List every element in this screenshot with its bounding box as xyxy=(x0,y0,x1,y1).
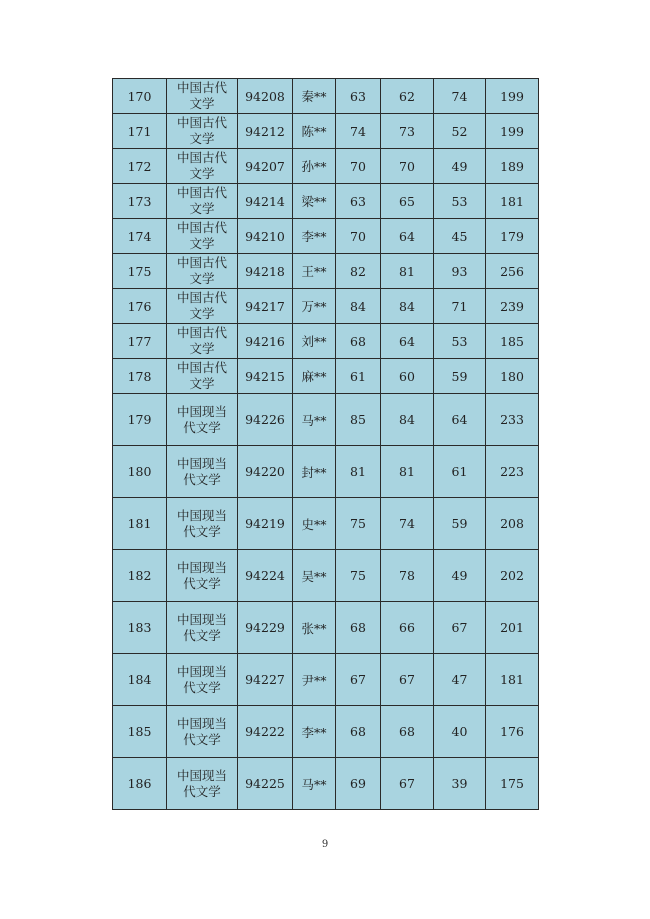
table-row xyxy=(113,184,539,219)
table-row xyxy=(113,324,539,359)
total-cell: 181 xyxy=(486,654,539,706)
major-line-2: 文学 xyxy=(189,96,215,111)
name-cell: 尹** xyxy=(293,654,336,706)
name-cell: 王** xyxy=(293,254,336,289)
major-line-1: 中国现当 xyxy=(176,455,227,471)
table-row xyxy=(113,149,539,184)
major-cell xyxy=(167,394,238,446)
major-cell xyxy=(167,114,238,149)
major-line-1: 中国现当 xyxy=(176,403,227,419)
total-cell: 185 xyxy=(486,324,539,359)
score2-cell: 68 xyxy=(381,706,434,758)
exam-id-cell: 94212 xyxy=(238,114,293,149)
table-row xyxy=(113,289,539,324)
major-line-2: 文学 xyxy=(189,201,215,216)
score1-cell: 82 xyxy=(336,254,381,289)
score1-cell: 68 xyxy=(336,602,381,654)
major-line-2: 文学 xyxy=(189,376,215,391)
major-line-2: 文学 xyxy=(189,166,215,181)
exam-id-cell: 94227 xyxy=(238,654,293,706)
major-line-2: 代文学 xyxy=(183,783,221,799)
major-cell xyxy=(167,79,238,114)
major-line-1: 中国现当 xyxy=(176,767,227,783)
page-number: 9 xyxy=(321,839,329,850)
table-row xyxy=(113,219,539,254)
total-cell: 223 xyxy=(486,446,539,498)
major-line-2: 代文学 xyxy=(183,575,221,591)
score3-cell: 39 xyxy=(434,758,486,810)
score1-cell: 61 xyxy=(336,359,381,394)
score1-cell: 68 xyxy=(336,706,381,758)
total-cell: 208 xyxy=(486,498,539,550)
exam-id-cell: 94215 xyxy=(238,359,293,394)
score2-cell: 65 xyxy=(381,184,434,219)
table-row xyxy=(113,602,539,654)
table-row xyxy=(113,79,539,114)
major-line-1: 中国现当 xyxy=(176,715,227,731)
total-cell: 199 xyxy=(486,79,539,114)
seq-cell: 181 xyxy=(113,498,167,550)
major-line-2: 文学 xyxy=(189,236,215,251)
major-line-1: 中国现当 xyxy=(176,559,227,575)
exam-id-cell: 94218 xyxy=(238,254,293,289)
total-cell: 176 xyxy=(486,706,539,758)
score2-cell: 74 xyxy=(381,498,434,550)
score3-cell: 67 xyxy=(434,602,486,654)
seq-cell: 176 xyxy=(113,289,167,324)
score2-cell: 64 xyxy=(381,219,434,254)
name-cell: 万** xyxy=(293,289,336,324)
major-cell xyxy=(167,550,238,602)
major-line-1: 中国古代 xyxy=(176,80,227,95)
exam-id-cell: 94207 xyxy=(238,149,293,184)
score2-cell: 70 xyxy=(381,149,434,184)
exam-id-cell: 94217 xyxy=(238,289,293,324)
major-cell xyxy=(167,254,238,289)
table-row xyxy=(113,114,539,149)
score1-cell: 81 xyxy=(336,446,381,498)
name-cell: 麻** xyxy=(293,359,336,394)
name-cell: 李** xyxy=(293,219,336,254)
table-row xyxy=(113,254,539,289)
table-row xyxy=(113,498,539,550)
seq-cell: 185 xyxy=(113,706,167,758)
major-line-1: 中国古代 xyxy=(176,185,227,200)
seq-cell: 170 xyxy=(113,79,167,114)
name-cell: 张** xyxy=(293,602,336,654)
exam-id-cell: 94226 xyxy=(238,394,293,446)
seq-cell: 184 xyxy=(113,654,167,706)
score3-cell: 59 xyxy=(434,359,486,394)
score2-cell: 67 xyxy=(381,654,434,706)
score1-cell: 63 xyxy=(336,184,381,219)
score1-cell: 85 xyxy=(336,394,381,446)
score2-cell: 60 xyxy=(381,359,434,394)
score3-cell: 71 xyxy=(434,289,486,324)
total-cell: 201 xyxy=(486,602,539,654)
major-cell xyxy=(167,289,238,324)
major-line-1: 中国现当 xyxy=(176,507,227,523)
seq-cell: 180 xyxy=(113,446,167,498)
score2-cell: 66 xyxy=(381,602,434,654)
major-cell xyxy=(167,654,238,706)
score3-cell: 45 xyxy=(434,219,486,254)
score2-cell: 78 xyxy=(381,550,434,602)
major-line-2: 文学 xyxy=(189,341,215,356)
major-cell xyxy=(167,359,238,394)
exam-id-cell: 94208 xyxy=(238,79,293,114)
name-cell: 孙** xyxy=(293,149,336,184)
score2-cell: 84 xyxy=(381,289,434,324)
score3-cell: 61 xyxy=(434,446,486,498)
score-table-body xyxy=(113,79,539,810)
total-cell: 179 xyxy=(486,219,539,254)
major-cell xyxy=(167,219,238,254)
score3-cell: 59 xyxy=(434,498,486,550)
major-line-2: 代文学 xyxy=(183,731,221,747)
score2-cell: 81 xyxy=(381,254,434,289)
score1-cell: 67 xyxy=(336,654,381,706)
seq-cell: 173 xyxy=(113,184,167,219)
seq-cell: 175 xyxy=(113,254,167,289)
total-cell: 180 xyxy=(486,359,539,394)
name-cell: 秦** xyxy=(293,79,336,114)
major-line-1: 中国古代 xyxy=(176,325,227,340)
score3-cell: 64 xyxy=(434,394,486,446)
exam-id-cell: 94219 xyxy=(238,498,293,550)
exam-id-cell: 94222 xyxy=(238,706,293,758)
major-line-2: 代文学 xyxy=(183,471,221,487)
exam-id-cell: 94216 xyxy=(238,324,293,359)
major-line-1: 中国古代 xyxy=(176,220,227,235)
major-line-2: 文学 xyxy=(189,271,215,286)
name-cell: 李** xyxy=(293,706,336,758)
exam-id-cell: 94210 xyxy=(238,219,293,254)
total-cell: 256 xyxy=(486,254,539,289)
total-cell: 181 xyxy=(486,184,539,219)
total-cell: 175 xyxy=(486,758,539,810)
table-row xyxy=(113,706,539,758)
score-table xyxy=(112,78,539,810)
score3-cell: 49 xyxy=(434,149,486,184)
major-line-1: 中国古代 xyxy=(176,255,227,270)
score1-cell: 74 xyxy=(336,114,381,149)
major-line-1: 中国现当 xyxy=(176,663,227,679)
table-row xyxy=(113,758,539,810)
major-line-2: 文学 xyxy=(189,131,215,146)
score1-cell: 70 xyxy=(336,149,381,184)
score3-cell: 40 xyxy=(434,706,486,758)
name-cell: 刘** xyxy=(293,324,336,359)
exam-id-cell: 94220 xyxy=(238,446,293,498)
major-cell xyxy=(167,602,238,654)
score1-cell: 69 xyxy=(336,758,381,810)
major-line-2: 文学 xyxy=(189,306,215,321)
seq-cell: 182 xyxy=(113,550,167,602)
major-line-2: 代文学 xyxy=(183,627,221,643)
seq-cell: 183 xyxy=(113,602,167,654)
name-cell: 吴** xyxy=(293,550,336,602)
name-cell: 封** xyxy=(293,446,336,498)
table-row xyxy=(113,446,539,498)
total-cell: 199 xyxy=(486,114,539,149)
seq-cell: 171 xyxy=(113,114,167,149)
table-row xyxy=(113,550,539,602)
seq-cell: 179 xyxy=(113,394,167,446)
seq-cell: 186 xyxy=(113,758,167,810)
major-cell xyxy=(167,149,238,184)
major-line-2: 代文学 xyxy=(183,419,221,435)
seq-cell: 172 xyxy=(113,149,167,184)
score1-cell: 68 xyxy=(336,324,381,359)
score1-cell: 75 xyxy=(336,498,381,550)
score3-cell: 74 xyxy=(434,79,486,114)
major-cell xyxy=(167,184,238,219)
exam-id-cell: 94224 xyxy=(238,550,293,602)
exam-id-cell: 94225 xyxy=(238,758,293,810)
table-row xyxy=(113,654,539,706)
major-line-2: 代文学 xyxy=(183,523,221,539)
score2-cell: 73 xyxy=(381,114,434,149)
seq-cell: 174 xyxy=(113,219,167,254)
major-cell xyxy=(167,446,238,498)
name-cell: 马** xyxy=(293,758,336,810)
exam-id-cell: 94229 xyxy=(238,602,293,654)
exam-id-cell: 94214 xyxy=(238,184,293,219)
name-cell: 史** xyxy=(293,498,336,550)
major-cell xyxy=(167,758,238,810)
name-cell: 陈** xyxy=(293,114,336,149)
score2-cell: 64 xyxy=(381,324,434,359)
score3-cell: 93 xyxy=(434,254,486,289)
total-cell: 233 xyxy=(486,394,539,446)
score3-cell: 52 xyxy=(434,114,486,149)
score1-cell: 75 xyxy=(336,550,381,602)
score3-cell: 53 xyxy=(434,324,486,359)
score1-cell: 84 xyxy=(336,289,381,324)
total-cell: 189 xyxy=(486,149,539,184)
table-row xyxy=(113,394,539,446)
total-cell: 239 xyxy=(486,289,539,324)
major-line-1: 中国现当 xyxy=(176,611,227,627)
major-line-1: 中国古代 xyxy=(176,115,227,130)
major-cell xyxy=(167,706,238,758)
major-line-1: 中国古代 xyxy=(176,150,227,165)
major-cell xyxy=(167,498,238,550)
score2-cell: 67 xyxy=(381,758,434,810)
score3-cell: 49 xyxy=(434,550,486,602)
score1-cell: 63 xyxy=(336,79,381,114)
name-cell: 马** xyxy=(293,394,336,446)
name-cell: 梁** xyxy=(293,184,336,219)
major-line-1: 中国古代 xyxy=(176,290,227,305)
score2-cell: 62 xyxy=(381,79,434,114)
score1-cell: 70 xyxy=(336,219,381,254)
score2-cell: 84 xyxy=(381,394,434,446)
seq-cell: 177 xyxy=(113,324,167,359)
score3-cell: 53 xyxy=(434,184,486,219)
score3-cell: 47 xyxy=(434,654,486,706)
table-row xyxy=(113,359,539,394)
major-cell xyxy=(167,324,238,359)
seq-cell: 178 xyxy=(113,359,167,394)
major-line-2: 代文学 xyxy=(183,679,221,695)
score2-cell: 81 xyxy=(381,446,434,498)
major-line-1: 中国古代 xyxy=(176,360,227,375)
total-cell: 202 xyxy=(486,550,539,602)
